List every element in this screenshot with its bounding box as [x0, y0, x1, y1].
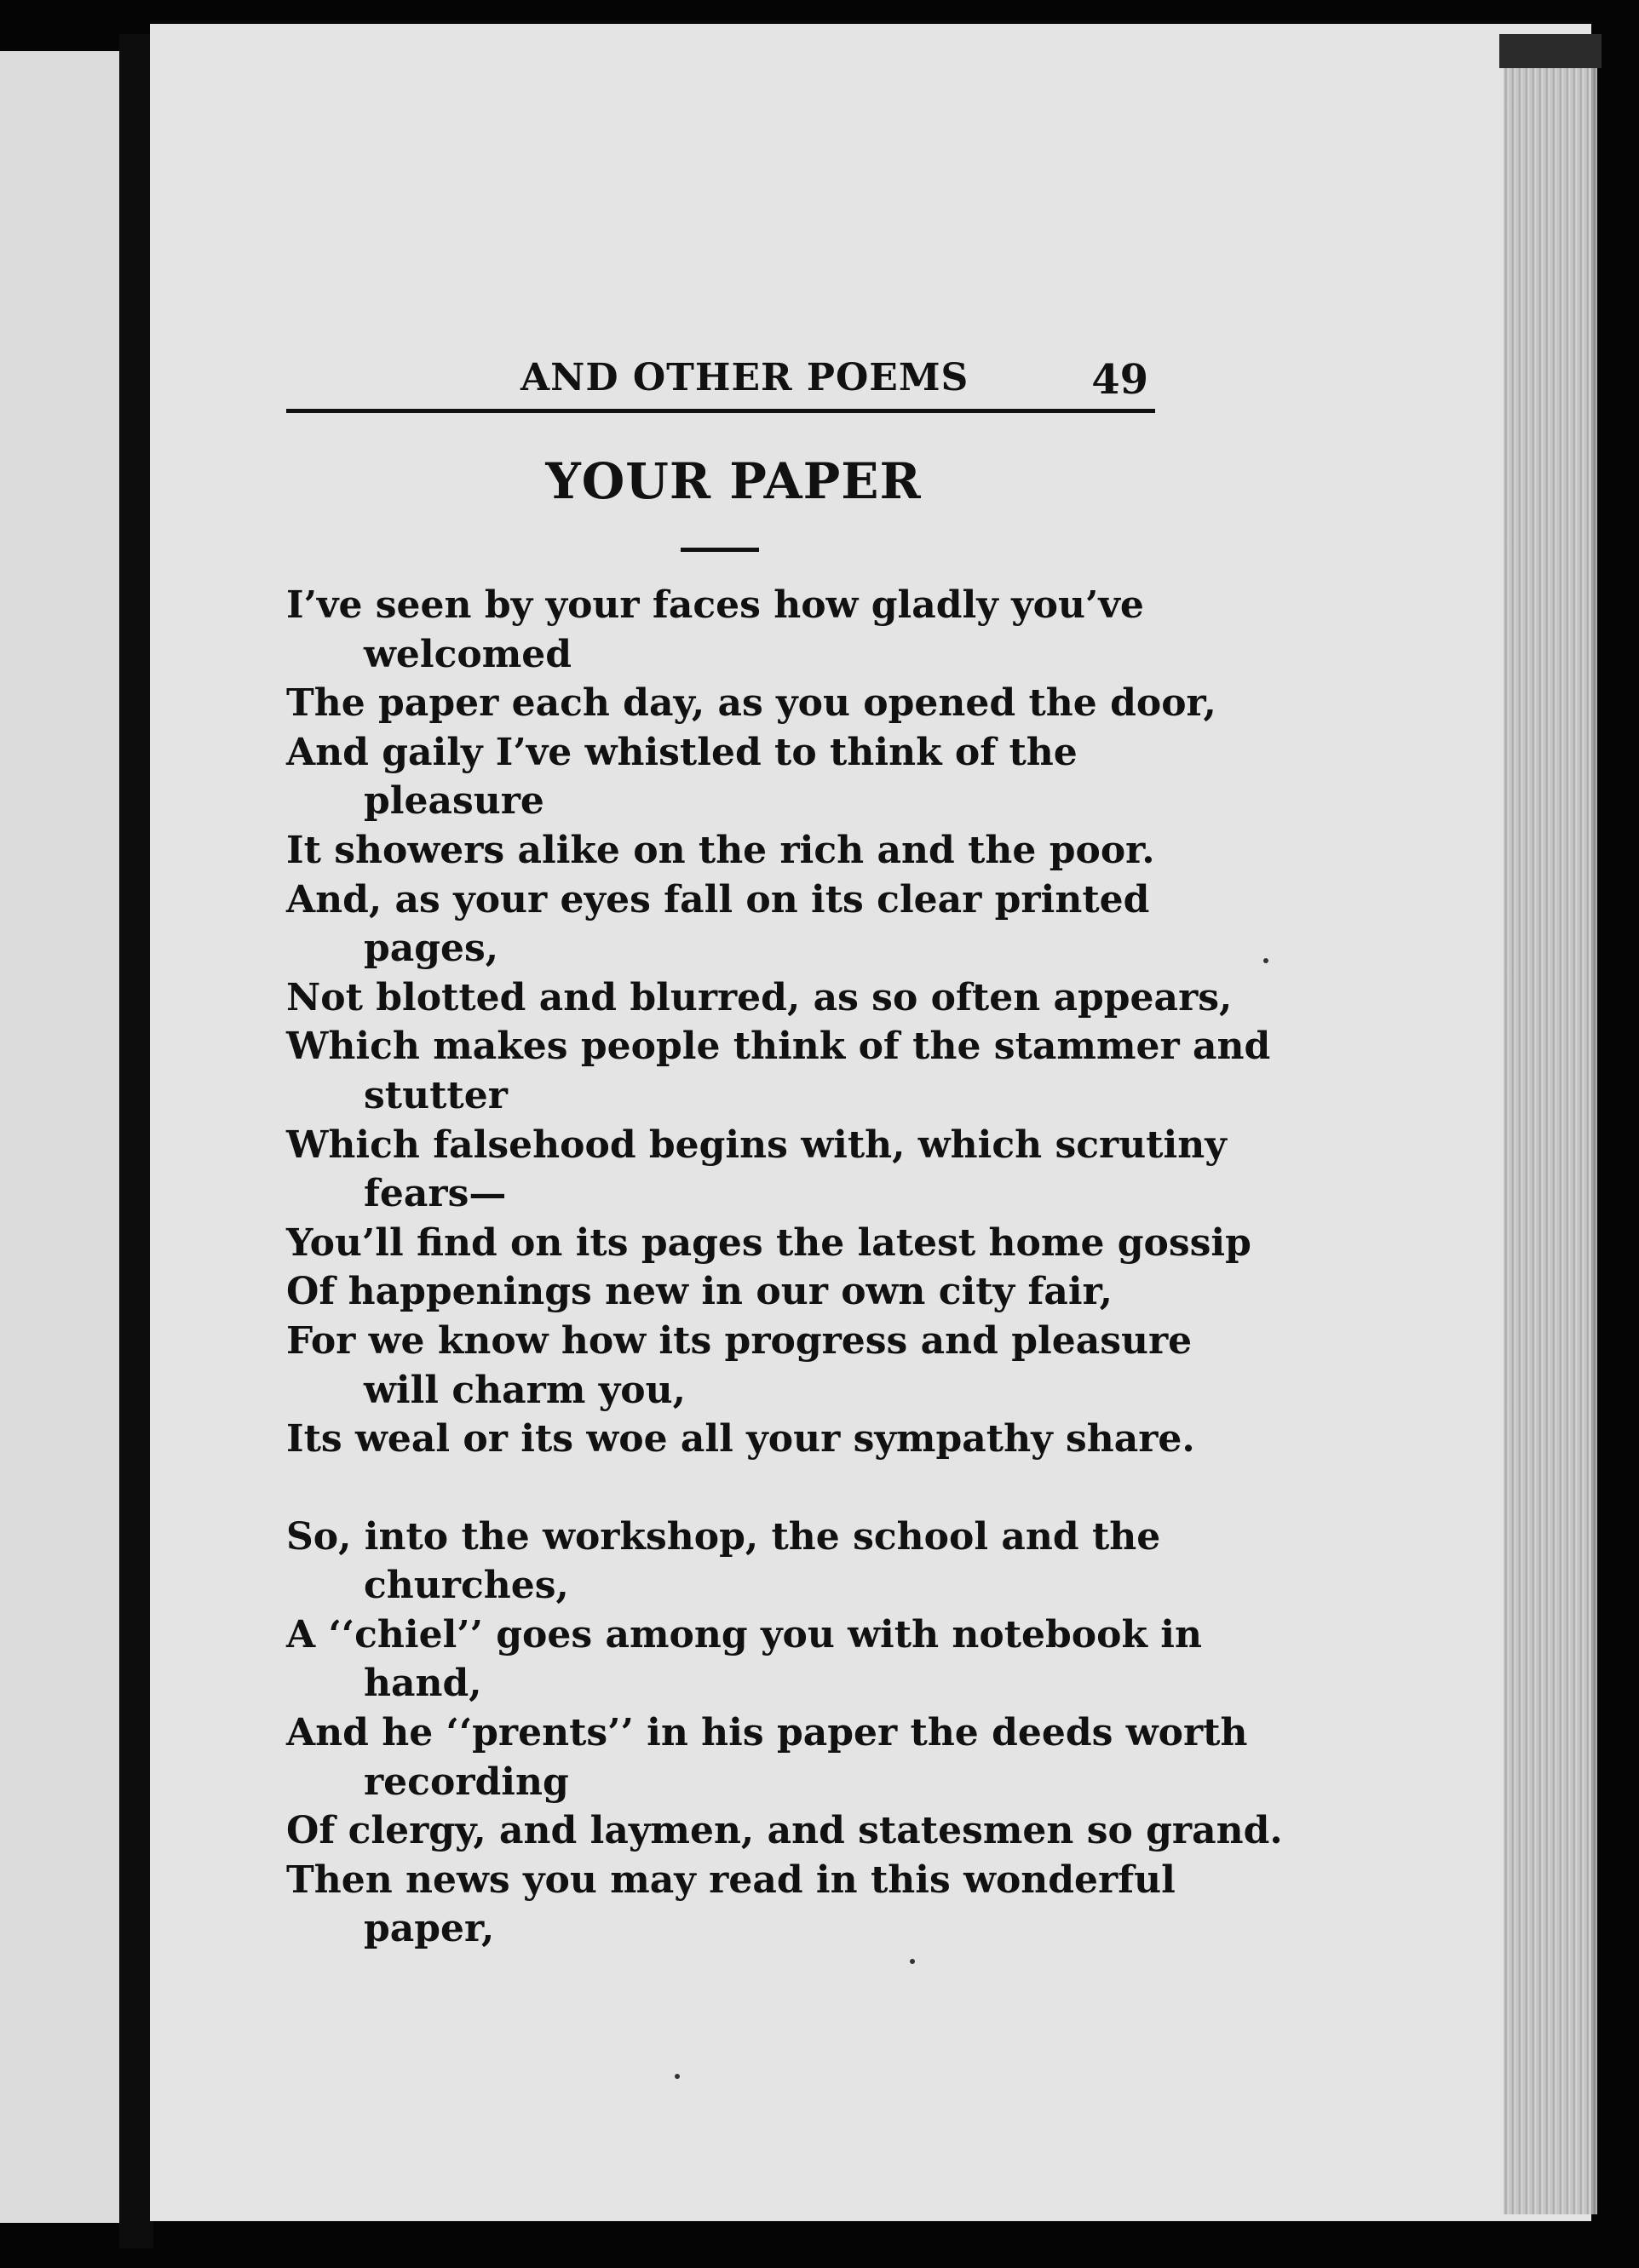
poem-line: Its weal or its woe all your sympathy share. — [286, 1417, 1195, 1461]
poem-line: fears— — [364, 1172, 507, 1216]
poem-line: stutter — [364, 1073, 508, 1117]
poem-line: pleasure — [364, 779, 544, 824]
poem-line: For we know how its progress and pleasure — [286, 1318, 1193, 1363]
running-title: AND OTHER POEMS — [520, 356, 969, 399]
stanza — [286, 1513, 1283, 1954]
poem-line: welcomed — [364, 632, 572, 676]
speck — [675, 2074, 680, 2079]
poem-line: hand, — [364, 1662, 482, 1706]
poem-line: You’ll find on its pages the latest home gossip — [286, 1220, 1251, 1265]
poem-line: It showers alike on the rich and the poor. — [286, 828, 1155, 872]
poem-line: Of clergy, and laymen, and statesmen so grand. — [286, 1809, 1283, 1853]
poem-line: The paper each day, as you opened the door, — [286, 681, 1216, 726]
poem-line: I’ve seen by your faces how gladly you’ve — [286, 583, 1144, 627]
stanza — [286, 581, 1271, 1464]
poem-line: Of happenings new in our own city fair, — [286, 1270, 1113, 1314]
poem-line: So, into the workshop, the school and the — [286, 1514, 1161, 1559]
page-stack-edges — [1504, 34, 1597, 2214]
poem-line: will charm you, — [364, 1368, 686, 1412]
poem-line: Not blotted and blurred, as so often appears, — [286, 975, 1233, 1019]
poem-line: Which makes people think of the stammer and — [286, 1025, 1271, 1069]
poem-line: pages, — [364, 927, 499, 971]
poem-body — [286, 581, 1283, 1954]
poem-line: recording — [364, 1760, 569, 1804]
book-gutter — [119, 34, 153, 2248]
poem-title: YOUR PAPER — [545, 452, 922, 510]
book-corner-shadow — [1499, 34, 1602, 68]
poem-line: And he ‘‘prents’’ in his paper the deeds worth — [286, 1711, 1248, 1755]
poem-line: Then news you may read in this wonderful — [286, 1857, 1176, 1902]
poem-line: paper, — [364, 1907, 495, 1951]
poem-line: A ‘‘chiel’’ goes among you with notebook in — [286, 1612, 1203, 1657]
running-header — [286, 356, 1155, 413]
page-number: 49 — [1091, 356, 1148, 404]
speck — [910, 1959, 915, 1964]
title-rule — [681, 548, 759, 552]
speck — [1263, 958, 1268, 963]
poem-line: Which falsehood begins with, which scrutiny — [286, 1123, 1227, 1167]
poem-line: And gaily I’ve whistled to think of the — [286, 730, 1078, 774]
poem-line: And, as your eyes fall on its clear printed — [286, 877, 1150, 922]
poem-line: churches, — [364, 1564, 569, 1608]
stanza-break — [286, 1464, 1155, 1513]
page-content — [286, 356, 1283, 1954]
left-page-edge — [0, 51, 119, 2223]
